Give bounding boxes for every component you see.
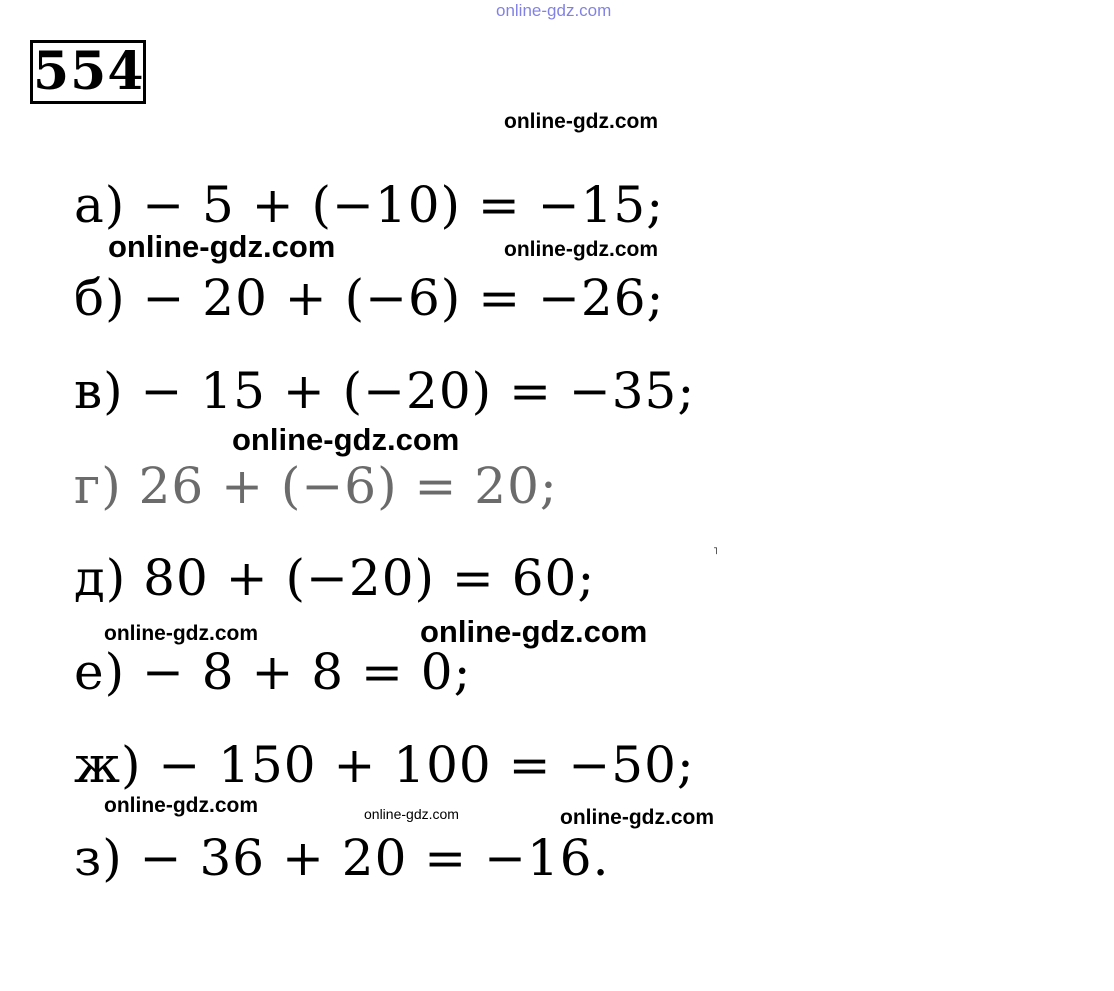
watermark: online-gdz.com (108, 229, 336, 264)
watermark: online-gdz.com (560, 806, 714, 829)
stray-mark: ˥ (713, 546, 718, 557)
equation-d: д) 80 + (−20) = 60; (74, 549, 596, 607)
equation-g: г) 26 + (−6) = 20; (74, 457, 558, 515)
equation-zh: ж) − 150 + 100 = −50; (74, 736, 695, 794)
problem-number: 554 (30, 40, 146, 104)
watermark-top: online-gdz.com (496, 1, 612, 20)
watermark: online-gdz.com (104, 622, 258, 645)
equation-b: б) − 20 + (−6) = −26; (74, 269, 665, 327)
watermark: online-gdz.com (504, 110, 658, 133)
equation-v: в) − 15 + (−20) = −35; (74, 362, 696, 420)
watermark: online-gdz.com (504, 238, 658, 261)
equation-e: е) − 8 + 8 = 0; (74, 643, 472, 701)
watermark: online-gdz.com (104, 794, 258, 817)
watermark: online-gdz.com (420, 614, 648, 649)
equation-z: з) − 36 + 20 = −16. (74, 829, 610, 887)
watermark: online-gdz.com (364, 806, 459, 822)
equation-a: а) − 5 + (−10) = −15; (74, 176, 665, 234)
watermark: online-gdz.com (232, 422, 460, 457)
